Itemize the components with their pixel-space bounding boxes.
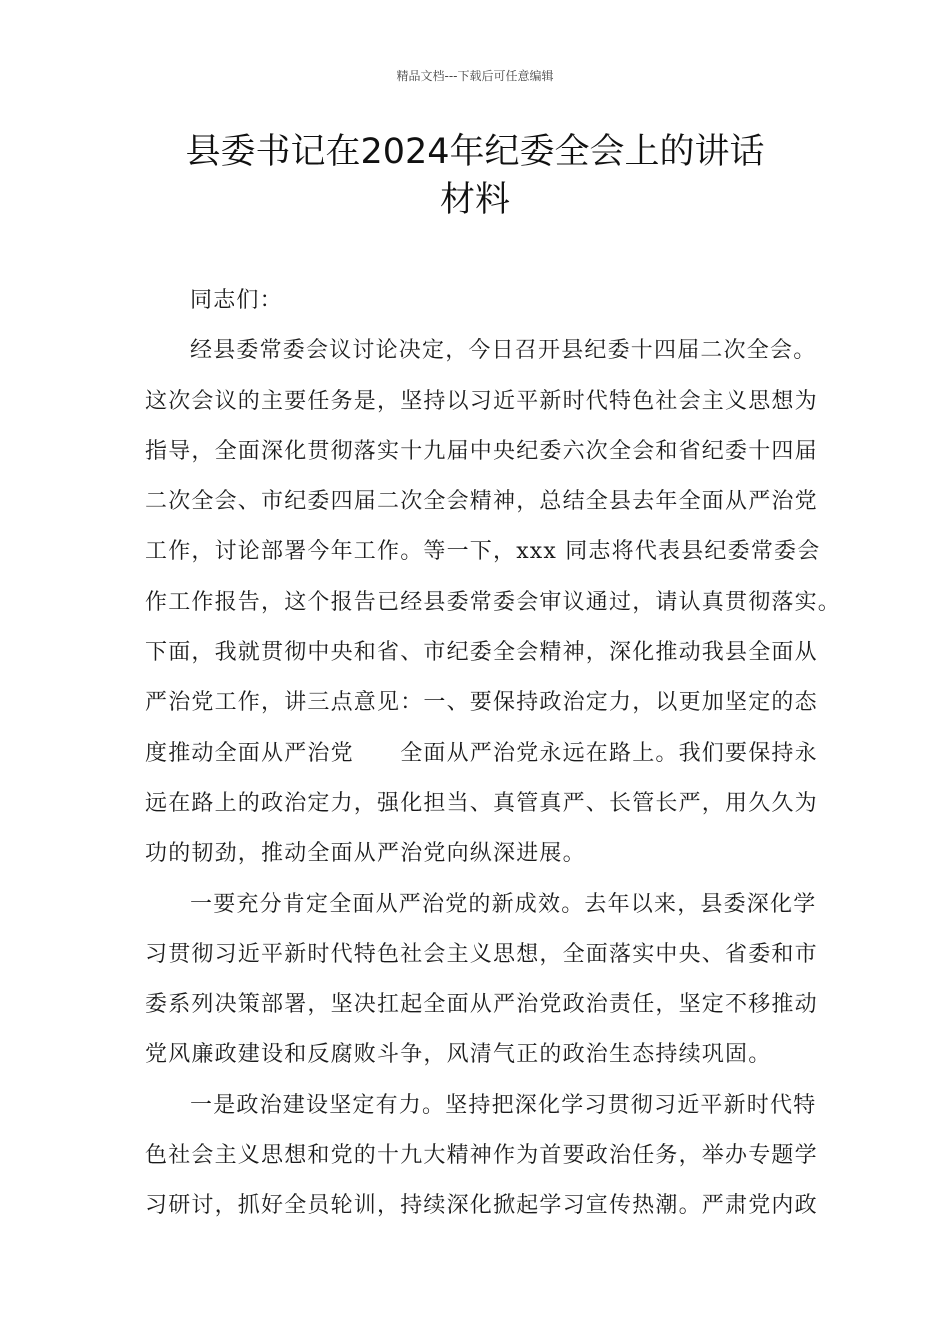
body-line: 指导，全面深化贯彻落实十九届中央纪委六次全会和省纪委十四届: [145, 438, 818, 464]
body-line: 度推动全面从严治党 全面从严治党永远在路上。我们要保持永: [145, 740, 818, 766]
body-line: 远在路上的政治定力，强化担当、真管真严、长管长严，用久久为: [145, 790, 818, 816]
body-line: 二次全会、市纪委四届二次全会精神，总结全县去年全面从严治党: [145, 489, 818, 515]
body-line: 严治党工作，讲三点意见：一、要保持政治定力，以更加坚定的态: [145, 690, 818, 716]
header-note: 精品文档---下载后可任意编辑: [396, 69, 554, 83]
document-body: [145, 276, 842, 1232]
body-line: 一要充分肯定全面从严治党的新成效。去年以来，县委深化学: [190, 891, 817, 917]
body-line: 党风廉政建设和反腐败斗争，风清气正的政治生态持续巩固。: [145, 1042, 772, 1068]
body-line: 功的韧劲，推动全面从严治党向纵深进展。: [145, 841, 586, 867]
body-line: 这次会议的主要任务是，坚持以习近平新时代特色社会主义思想为: [145, 388, 818, 414]
title-line-2: 材料: [439, 180, 510, 220]
body-line: 作工作报告，这个报告已经县委常委会审议通过，请认真贯彻落实。: [145, 589, 842, 615]
body-line: 工作，讨论部署今年工作。等一下，xxx 同志将代表县纪委常委会: [145, 539, 821, 565]
document-title: [120, 128, 830, 224]
body-line: 一是政治建设坚定有力。坚持把深化学习贯彻习近平新时代特: [190, 1092, 817, 1118]
body-line: 经县委常委会议讨论决定，今日召开县纪委十四届二次全会。: [190, 338, 817, 364]
title-line-1: 县委书记在2024年纪委全会上的讲话: [185, 132, 765, 172]
body-line: 习贯彻习近平新时代特色社会主义思想，全面落实中央、省委和市: [145, 941, 818, 967]
body-line: 色社会主义思想和党的十九大精神作为首要政治任务，举办专题学: [145, 1143, 818, 1169]
salutation: 同志们：: [190, 288, 283, 313]
body-line: 习研讨，抓好全员轮训，持续深化掀起学习宣传热潮。严肃党内政: [145, 1193, 818, 1219]
body-line: 委系列决策部署，坚决扛起全面从严治党政治责任，坚定不移推动: [145, 992, 818, 1018]
body-line: 下面，我就贯彻中央和省、市纪委全会精神，深化推动我县全面从: [145, 640, 818, 666]
